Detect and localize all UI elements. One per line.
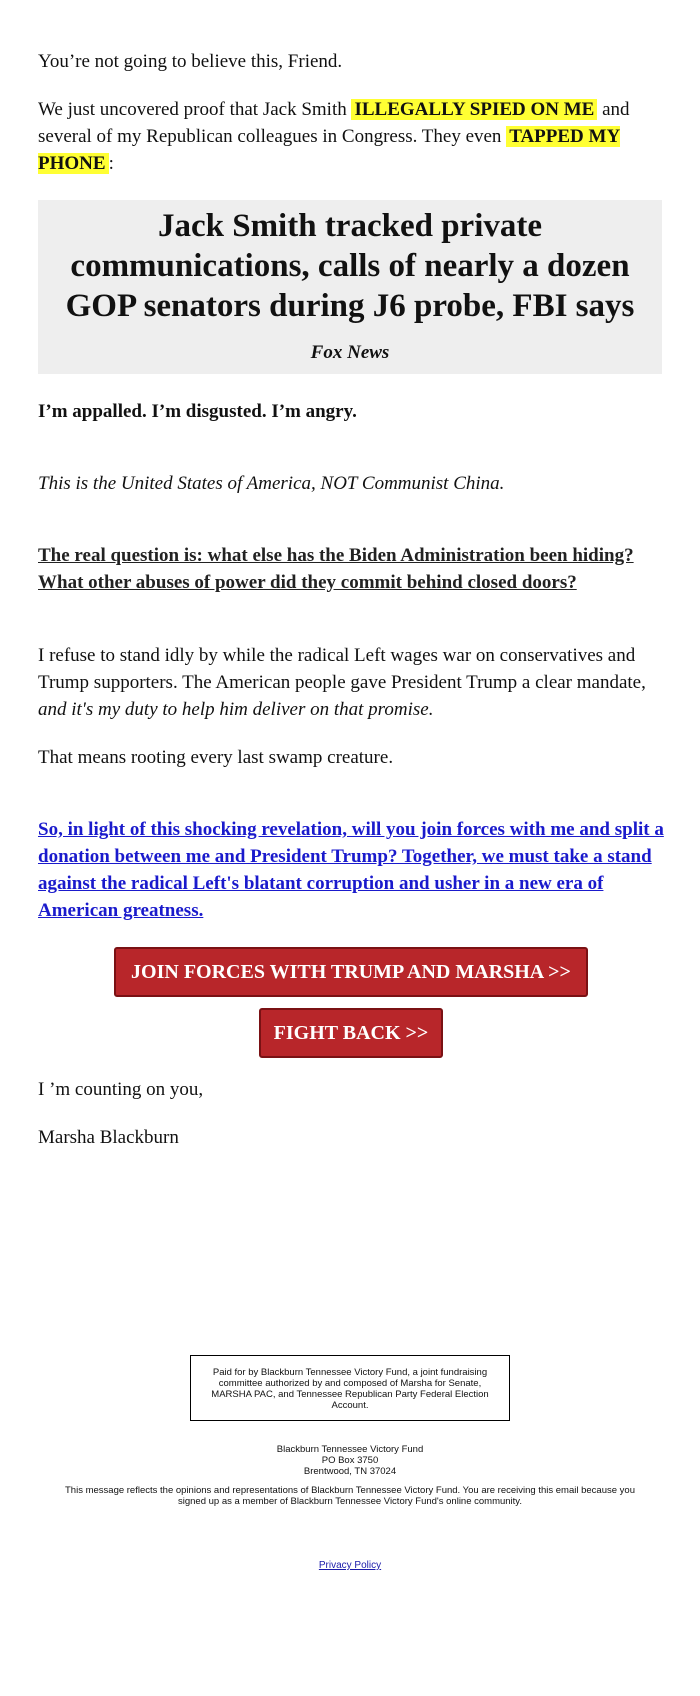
refuse-text: I refuse to stand idly by while the radical Left wages war on conservatives and Trump supporters. The American people gave President Trump a clear mandate, <box>38 645 646 693</box>
subscription-notice: This message reflects the opinions and representations of Blackburn Tennessee Victory Fund. You are receiving this email because you signed up as a member of Blackburn Tennessee Victory Fund's online community. <box>65 1485 635 1507</box>
rooting-statement: That means rooting every last swamp creature. <box>38 747 394 768</box>
signature: Marsha Blackburn <box>38 1127 179 1148</box>
real-question: The real question is: what else has the Biden Administration been hiding? What other abuses of power did they commit behind closed doors? <box>38 545 634 593</box>
refuse-italic: and it's my duty to help him deliver on that promise. <box>38 699 434 720</box>
refuse-paragraph <box>38 642 662 723</box>
donation-ask-link[interactable]: So, in light of this shocking revelation, will you join forces with me and split a donation between me and President Trump? Together, we must take a stand against the radical Left's blatant corruption and usher in a new era of American greatness. <box>38 819 664 921</box>
intro-text-1: We just uncovered proof that Jack Smith <box>38 99 352 120</box>
news-source: Fox News <box>310 342 390 363</box>
privacy-policy-link[interactable]: Privacy Policy <box>318 1560 382 1571</box>
paid-for-disclaimer: Paid for by Blackburn Tennessee Victory Fund, a joint fundraising committee authorized by and composed of Marsha for Senate, MARSHA PAC, and Tennessee Republican Party Federal Election Account. <box>190 1355 510 1421</box>
intro-text-2: and several of my Republican colleagues in Congress. They even <box>38 99 630 147</box>
highlight-tapped-phone: TAPPED MY PHONE <box>38 126 621 174</box>
address-name: Blackburn Tennessee Victory Fund <box>276 1444 424 1455</box>
appalled-statement: I’m appalled. I’m disgusted. I’m angry. <box>38 401 357 422</box>
intro-text-3: : <box>108 153 114 174</box>
usa-statement: This is the United States of America, NOT Communist China. <box>38 473 505 494</box>
mailing-address <box>0 1444 700 1477</box>
news-headline: Jack Smith tracked private communications, calls of nearly a dozen GOP senators during J6 probe, FBI says <box>65 208 635 324</box>
highlight-illegally-spied: ILLEGALLY SPIED ON ME <box>351 99 597 120</box>
join-forces-button[interactable]: JOIN FORCES WITH TRUMP AND MARSHA >> <box>114 947 588 997</box>
news-headline-box <box>38 200 662 374</box>
address-po-box: PO Box 3750 <box>321 1455 379 1466</box>
greeting: You’re not going to believe this, Friend. <box>38 51 343 72</box>
privacy-policy-container <box>0 1560 700 1572</box>
intro-paragraph <box>38 96 662 177</box>
closing-line: I ’m counting on you, <box>38 1079 204 1100</box>
fight-back-button[interactable]: FIGHT BACK >> <box>259 1008 443 1058</box>
address-city: Brentwood, TN 37024 <box>303 1466 397 1477</box>
